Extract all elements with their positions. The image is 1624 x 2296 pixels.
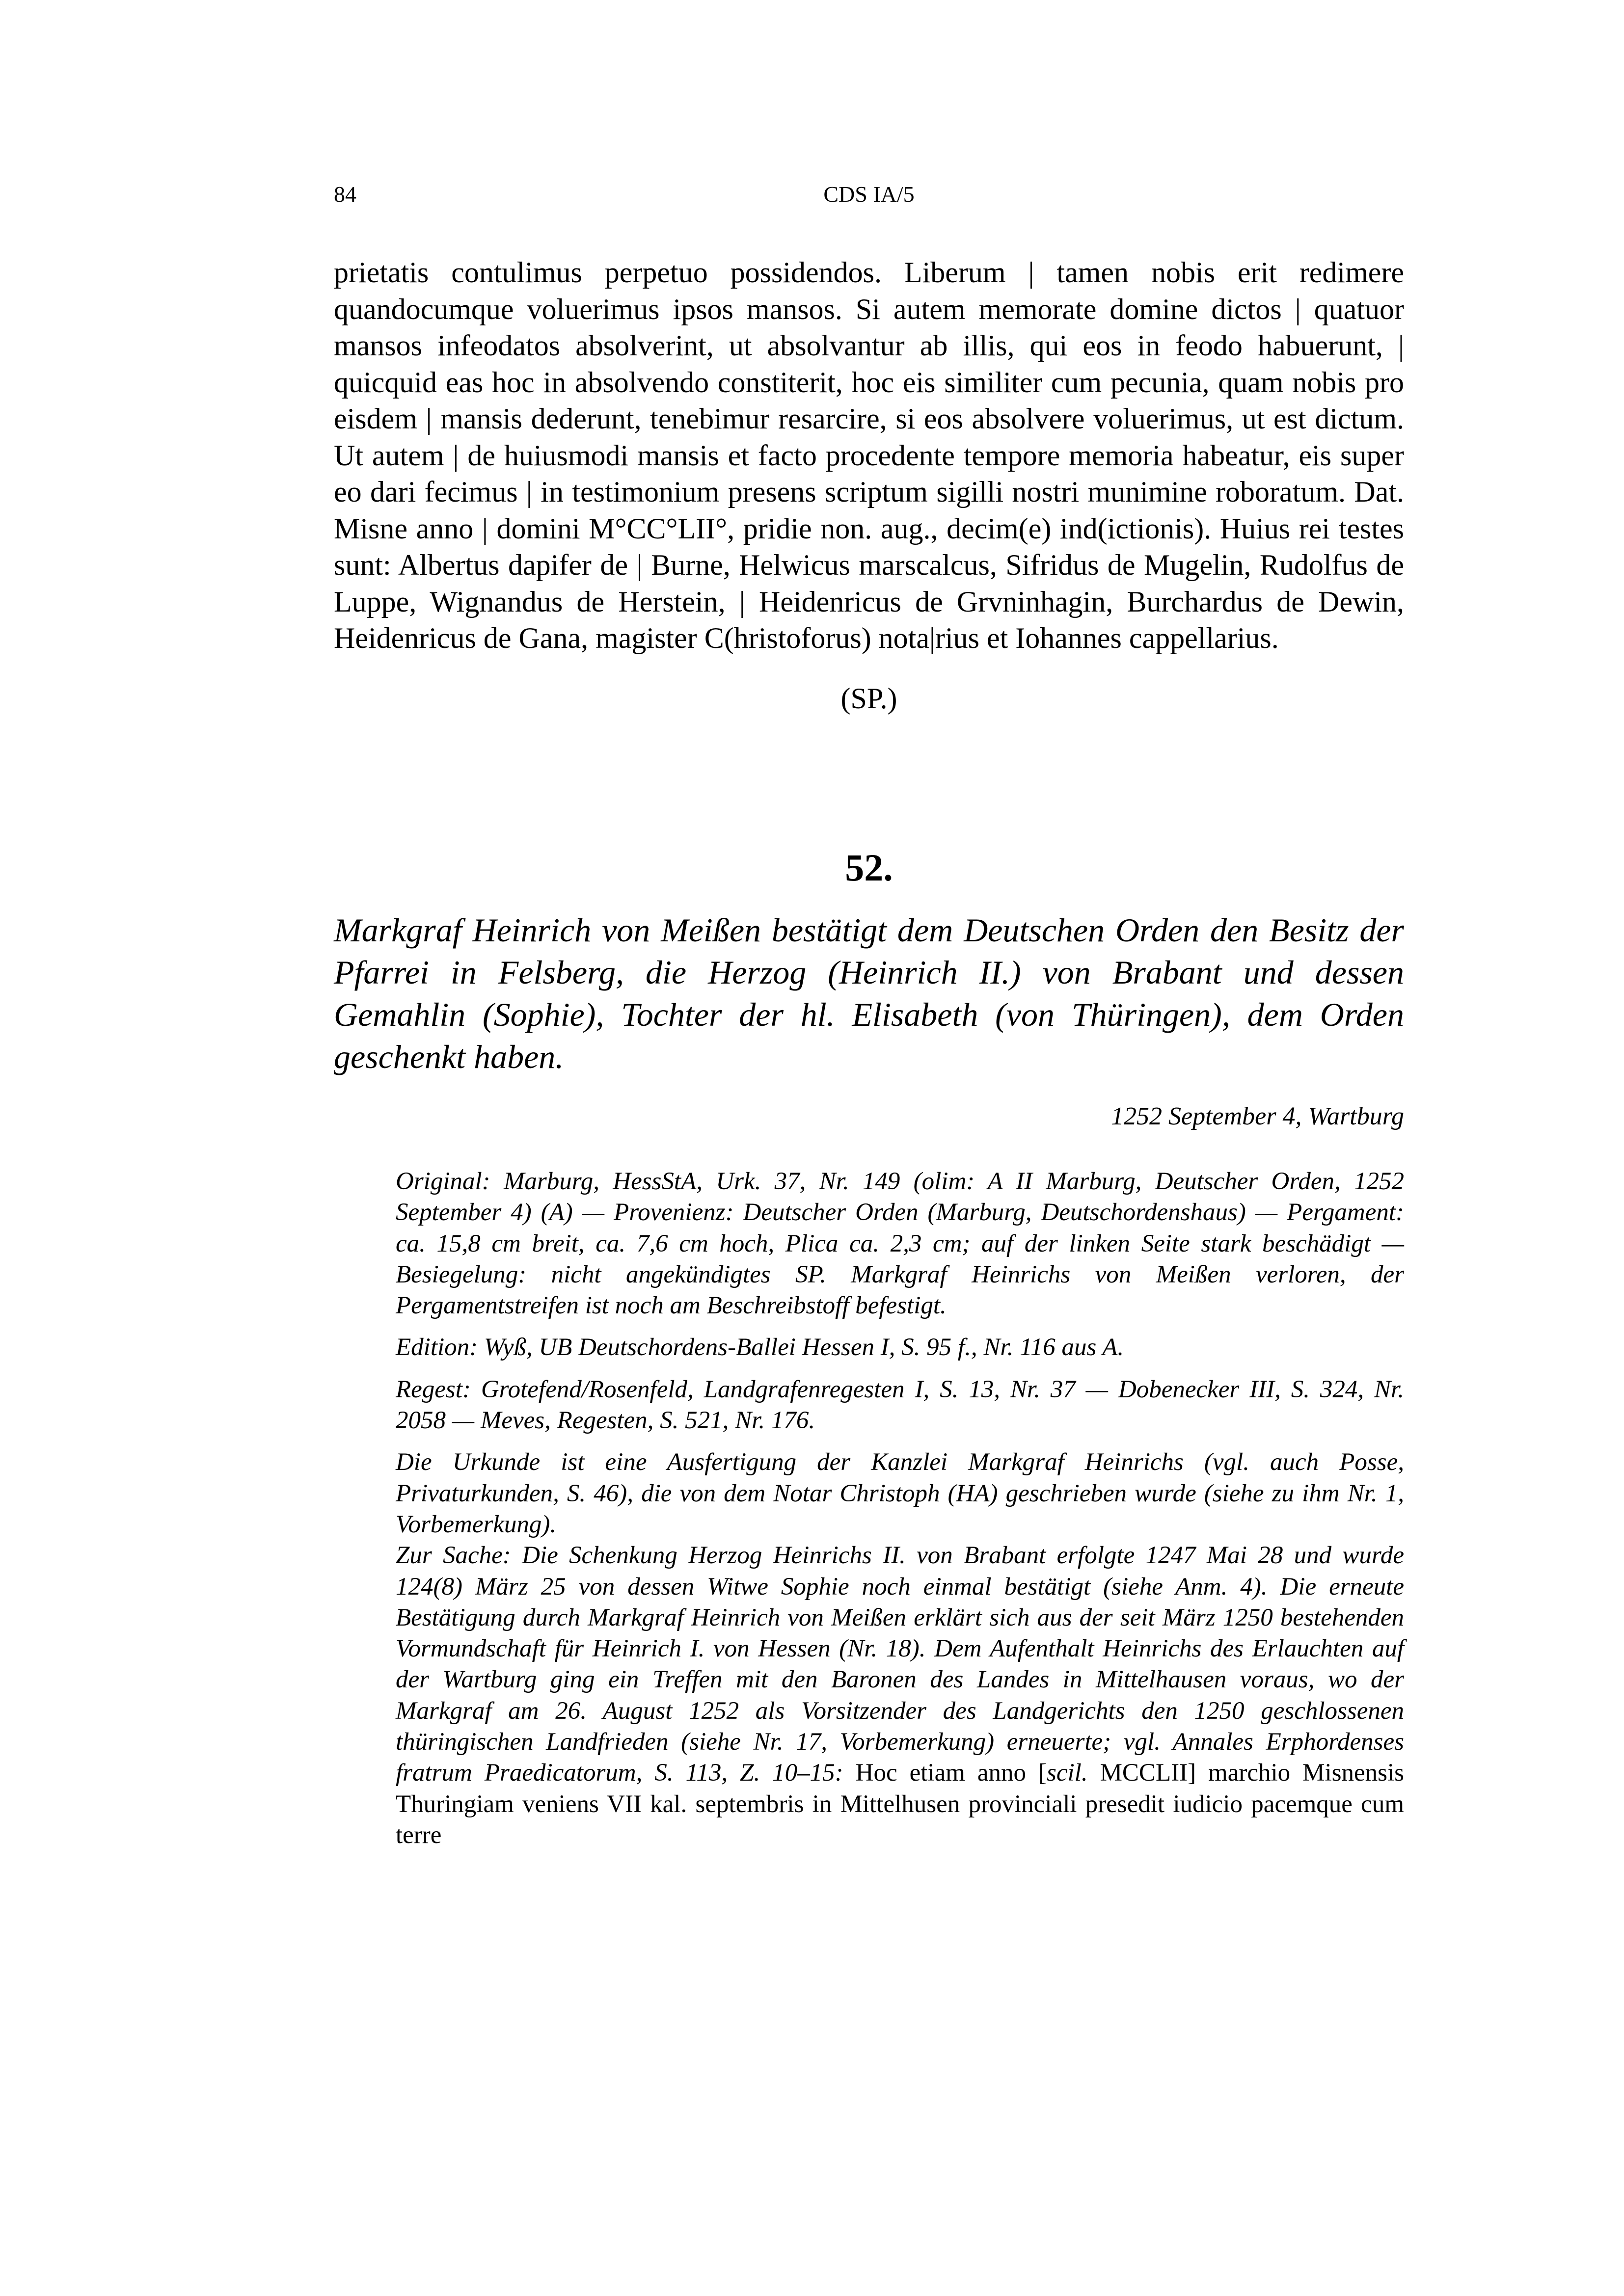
seal-note: (SP.) — [840, 682, 897, 715]
apparatus-edition: Edition: Wyß, UB Deutschordens-Ballei Hessen I, S. 95 f., Nr. 116 aus A. — [396, 1334, 1124, 1362]
document-date: 1252 September 4, Wartburg — [1110, 1102, 1404, 1130]
document-heading: Markgraf Heinrich von Meißen bestätigt dem Deutschen Orden den Besitz der Pfarrei in Felsberg, die Herzog (Heinrich II.) von Brabant und dessen Gemahlin (Sophie), Tochter der hl. Elisabeth (von Thüringen), dem Orden geschenkt haben. — [334, 911, 1404, 1075]
apparatus-commentary: Die Urkunde ist eine Ausfertigung der Kanzlei Markgraf Heinrichs (vgl. auch Posse, Privaturkunden, S. 46), die von dem Notar Christoph (HA) geschrieben wurde (siehe zu ihm Nr. 1, Vorbemerkung). — [396, 1448, 1404, 1538]
running-title: CDS IA/5 — [823, 182, 915, 207]
document-number: 52. — [845, 846, 893, 889]
apparatus-original: Original: Marburg, HessStA, Urk. 37, Nr. 149 (olim: A II Marburg, Deutscher Orden, 1252 September 4) (A) — Provenienz: Deutscher Orden (Marburg, Deutschordenshaus) — Pergament: ca. 15,8 cm breit, ca. 7,6 cm hoch, Plica ca. 2,3 cm; auf der linken Seite stark beschädigt — Besiegelung: nicht angekündigtes SP. Markgraf Heinrichs von Meißen verloren, der Pergamentstreifen ist noch am Beschreibstoff befestigt. — [396, 1168, 1404, 1320]
apparatus-regest: Regest: Grotefend/Rosenfeld, Landgrafenregesten I, S. 13, Nr. 37 — Dobenecker III, S. 324, Nr. 2058 — Meves, Regesten, S. 521, Nr. 176. — [396, 1375, 1404, 1435]
quote-text-end: MCCLII] marchio Misnensis Thuringiam veniens VII kal. septembris in Mittelhusen provinciali presedit iudicio pacemque cum terre — [396, 1759, 1404, 1849]
apparatus-subject — [396, 1540, 1404, 1851]
quote-scil: scil. — [1047, 1759, 1088, 1787]
page-number: 84 — [334, 182, 356, 207]
subject-text: Zur Sache: Die Schenkung Herzog Heinrichs II. von Brabant erfolgte 1247 Mai 28 und wurde 124(8) März 25 von dessen Witwe Sophie noch einmal bestätigt (siehe Anm. 4). Die erneute Bestätigung durch Markgraf Heinrich von Meißen erklärt sich aus der seit März 1250 bestehenden Vormundschaft für Heinrich I. von Hessen (Nr. 18). Dem Aufenthalt Heinrichs des Erlauchten auf der Wartburg ging ein Treffen mit den Baronen des Landes in Mittelhausen voraus, wo der Markgraf am 26. August 1252 als Vorsitzender des Landgerichts den 1250 geschlossenen thüringischen Landfrieden (siehe Nr. 17, Vorbemerkung) erneuerte; vgl. Annales Erphordenses fratrum Praedicatorum, S. 113, Z. 10–15: — [396, 1542, 1404, 1787]
page-header — [334, 175, 1404, 214]
main-text: prietatis contulimus perpetuo possidendos. Liberum | tamen nobis erit redimere quandocumque voluerimus ipsos mansos. Si autem memorate domine dictos | quatuor mansos infeodatos absolverint, ut absolvantur ab illis, qui eos in feodo habuerunt, | quicquid eas hoc in absolvendo constiterit, hoc eis similiter cum pecunia, quam nobis pro eisdem | mansis dederunt, tenebimur resarcire, si eos absolvere voluerimus, ut est dictum. Ut autem | de huiusmodi mansis et facto procedente tempore memoria habeatur, eis super eo dari fecimus | in testimonium presens scriptum sigilli nostri munimine roboratum. Dat. Misne anno | domini M°CC°LII°, pridie non. aug., decim(e) ind(ictionis). Huius rei testes sunt: Albertus dapifer de | Burne, Helwicus marscalcus, Sifridus de Mugelin, Rudolfus de Luppe, Wignandus de Herstein, | Heidenricus de Grvninhagin, Burchardus de Dewin, Heidenricus de Gana, magister C(hristoforus) nota|rius et Iohannes cappellarius. — [334, 256, 1404, 654]
critical-apparatus — [396, 1166, 1404, 1851]
quote-text-start: Hoc etiam anno [ — [843, 1759, 1047, 1787]
